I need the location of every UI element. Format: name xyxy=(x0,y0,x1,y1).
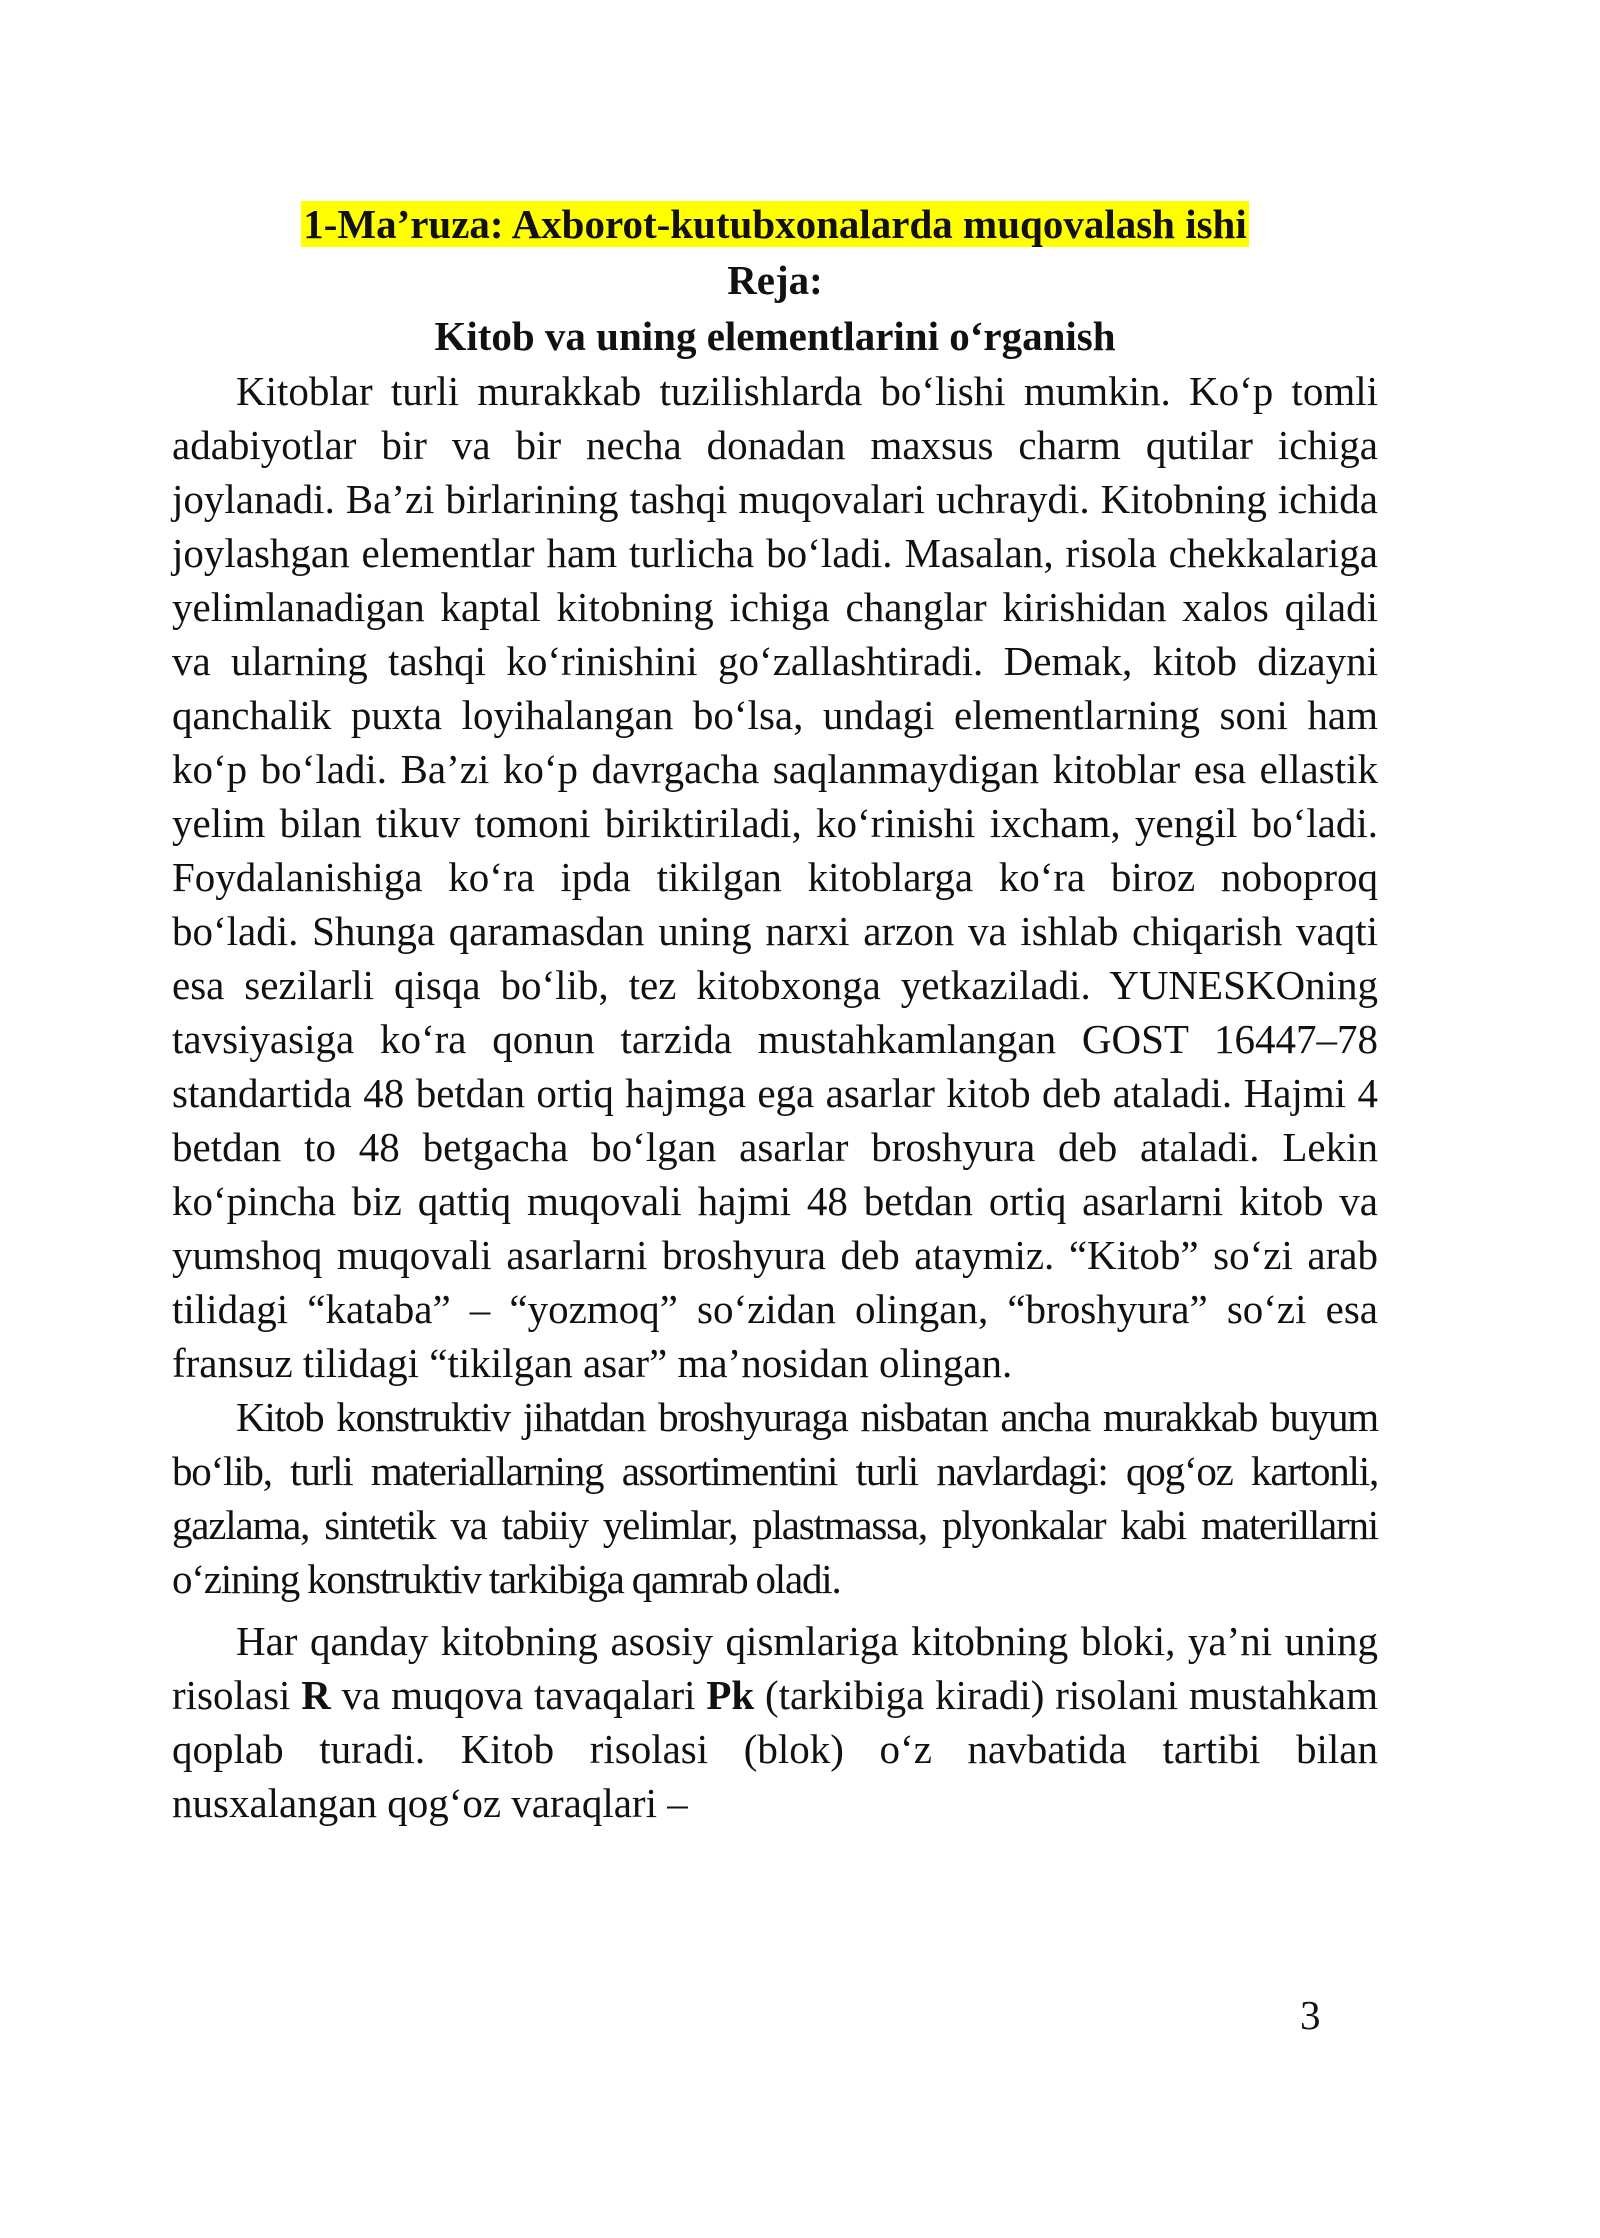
paragraph-3 xyxy=(172,1614,1378,1830)
lecture-title xyxy=(172,196,1378,252)
paragraph-3-text-a: Har qanday kitobning asosiy qismlariga kitobning bloki, ya’ni uning risolasi xyxy=(172,1618,1378,1718)
plan-label: Reja: xyxy=(727,257,823,303)
paragraph-3-bold-pk: Pk xyxy=(706,1672,755,1718)
paragraph-3-text-b: va muqova tavaqalari xyxy=(330,1672,707,1718)
paragraph-3-text-c: (tarkibiga kiradi) risolani mustahkam qoplab turadi. Kitob risolasi (blok) o‘z navbatida tartibi bilan nusxalangan qog‘oz varaqlari – xyxy=(172,1672,1379,1826)
page-number: 3 xyxy=(1300,1992,1321,2038)
lecture-title-highlight: 1-Ma’ruza: Axborot-kutubxonalarda muqovalash ishi xyxy=(303,201,1247,247)
document-page xyxy=(172,196,1378,1830)
paragraph-3-bold-r: R xyxy=(301,1672,331,1718)
paragraph-2: Kitob konstruktiv jihatdan broshyuraga nisbatan ancha murakkab buyum bo‘lib, turli materiallarning assortimentini turli navlardagi: qog‘oz kartonli, gazlama, sintetik va tabiiy yelimlar, plastmassa, plyonkalar kabi materillarni o‘zining konstruktiv tarkibiga qamrab oladi. xyxy=(172,1394,1378,1602)
paragraph-1: Kitoblar turli murakkab tuzilishlarda bo‘lishi mumkin. Ko‘p tomli adabiyotlar bir va bir necha donadan maxsus charm qutilar ichiga joylanadi. Ba’zi birlarining tashqi muqovalari uchraydi. Kitobning ichida joylashgan elementlar ham turlicha bo‘ladi. Masalan, risola chekkalariga yelimlanadigan kaptal kitobning ichiga changlar kirishidan xalos qiladi va ularning tashqi ko‘rinishini go‘zallashtiradi. Demak, kitob dizayni qanchalik puxta loyihalangan bo‘lsa, undagi elementlarning soni ham ko‘p bo‘ladi. Ba’zi ko‘p davrgacha saqlanmaydigan kitoblar esa ellastik yelim bilan tikuv tomoni biriktiriladi, ko‘rinishi ixcham, yengil bo‘ladi. Foydalanishiga ko‘ra ipda tikilgan kitoblarga ko‘ra biroz noboproq bo‘ladi. Shunga qaramasdan uning narxi arzon va ishlab chiqarish vaqti esa sezilarli qisqa bo‘lib, tez kitobxonga yetkaziladi. YUNESKOning tavsiyasiga ko‘ra qonun tarzida mustahkamlangan GOST 16447–78 standartida 48 betdan ortiq hajmga ega asarlar kitob deb ataladi. Hajmi 4 betdan to 48 betgacha bo‘lgan asarlar broshyura deb ataladi. Lekin ko‘pincha biz qattiq muqovali hajmi 48 betdan ortiq asarlarni kitob va yumshoq muqovali asarlarni broshyura deb ataymiz. “Kitob” so‘zi arab tilidagi “kataba” – “yozmoq” so‘zidan olingan, “broshyura” so‘zi esa fransuz tilidagi “tikilgan asar” ma’nosidan olingan. xyxy=(172,368,1378,1386)
section-subheading: Kitob va uning elementlarini o‘rganish xyxy=(434,313,1116,359)
